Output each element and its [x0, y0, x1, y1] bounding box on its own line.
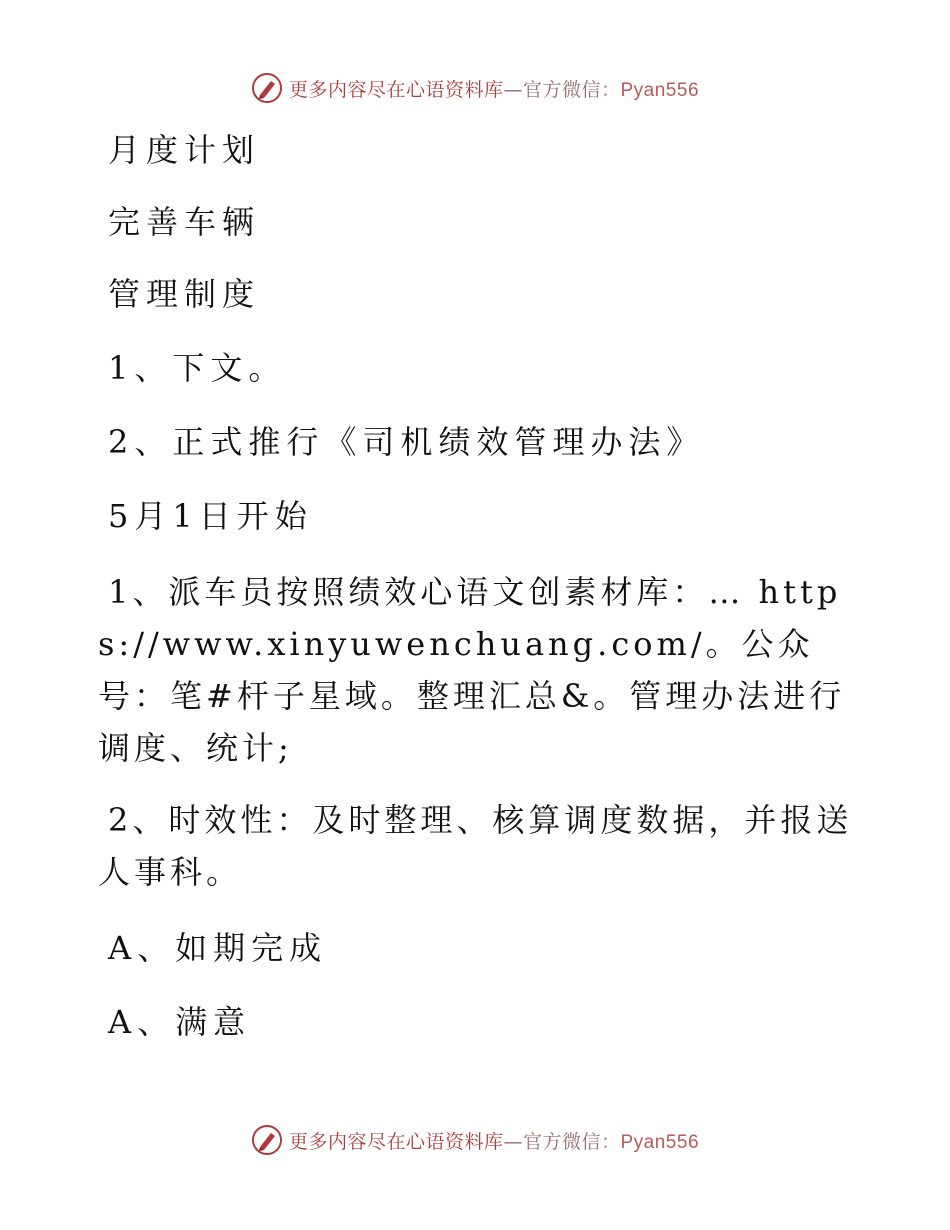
header-banner	[0, 68, 950, 108]
document-body	[98, 120, 858, 1042]
pen-logo-icon	[251, 1124, 283, 1156]
doc-line-8: A、满意	[108, 1003, 252, 1041]
doc-line-1: 月度计划	[108, 131, 261, 169]
footer-wechat-label: 官方微信：	[522, 1130, 621, 1153]
doc-line-3: 管理制度	[108, 275, 261, 313]
header-banner-text	[289, 75, 699, 102]
doc-paragraph-2: 2、时效性：及时整理、核算调度数据，并报送人事科。	[98, 801, 853, 891]
footer-banner-text	[289, 1127, 699, 1154]
pen-logo-icon	[251, 72, 283, 104]
header-separator: —	[503, 78, 523, 101]
footer-separator: —	[503, 1130, 523, 1153]
footer-brand-text: 更多内容尽在心语资料库	[288, 1130, 504, 1153]
header-wechat-account: Pyan556	[620, 79, 700, 101]
doc-line-2: 完善车辆	[108, 203, 261, 241]
footer-wechat-account: Pyan556	[620, 1131, 700, 1153]
header-brand-text: 更多内容尽在心语资料库	[288, 78, 504, 101]
header-wechat-label: 官方微信：	[522, 78, 621, 101]
doc-paragraph-1: 1、派车员按照绩效心语文创素材库：… https://www.xinyuwenchuang.com/。公众号：笔#杆子星域。整理汇总&。管理办法进行调度、统计;	[98, 573, 846, 767]
footer-banner	[0, 1120, 950, 1160]
doc-line-6: 5月1日开始	[108, 497, 313, 535]
doc-line-5: 2、正式推行《司机绩效管理办法》	[108, 423, 705, 461]
doc-line-4: 1、下文。	[108, 349, 287, 387]
doc-line-7: A、如期完成	[108, 929, 328, 967]
